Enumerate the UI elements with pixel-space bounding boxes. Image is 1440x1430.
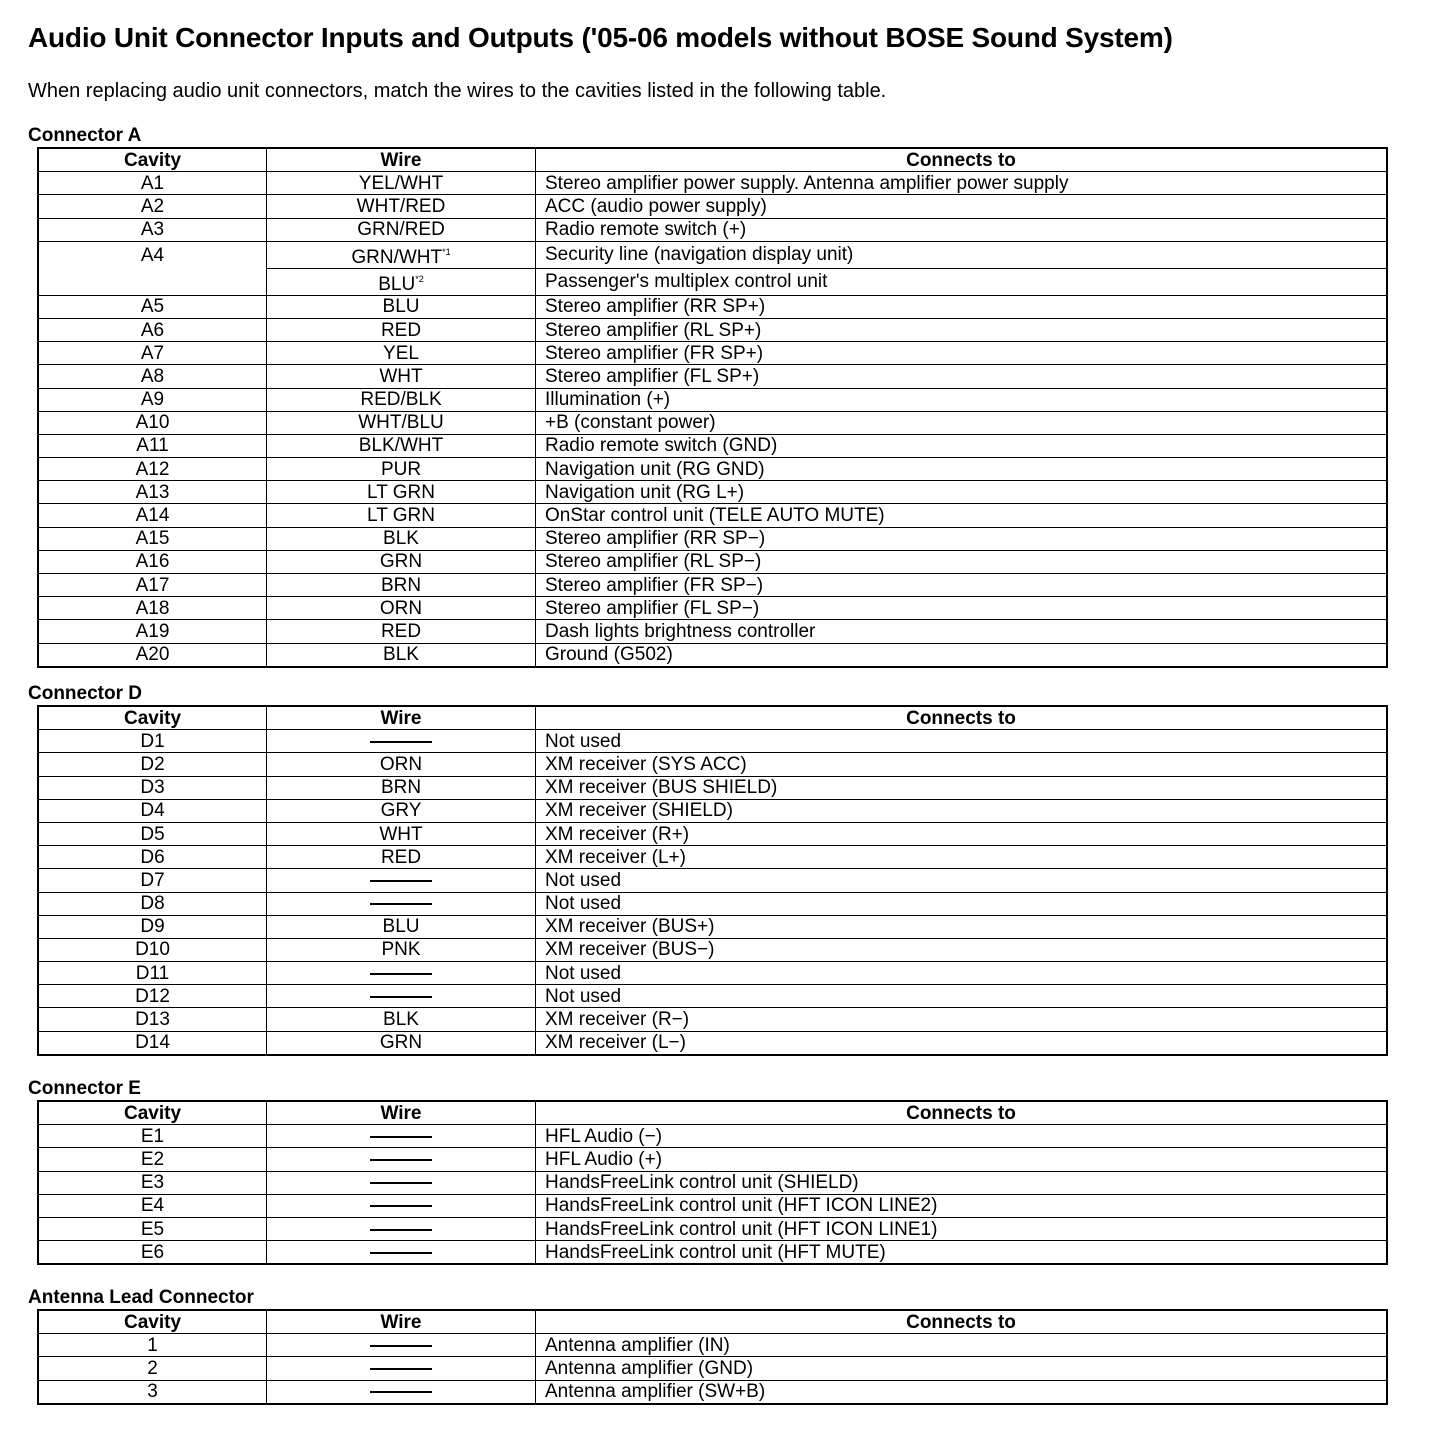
wire-color: PNK xyxy=(381,939,421,961)
no-wire-dash xyxy=(370,1345,432,1347)
wire-cell xyxy=(267,295,536,318)
connects-to-cell: Stereo amplifier (RR SP+) xyxy=(536,295,1388,318)
cavity-cell: 3 xyxy=(38,1380,267,1404)
wire-cell xyxy=(267,268,536,295)
cavity-cell: E4 xyxy=(38,1194,267,1217)
wire-cell xyxy=(267,1217,536,1240)
wire-cell xyxy=(267,550,536,573)
wire-cell xyxy=(267,1380,536,1404)
wire-color: BLU xyxy=(378,273,416,295)
cavity-cell: A12 xyxy=(38,458,267,481)
table-header-row xyxy=(38,1310,1387,1334)
connects-to-cell: +B (constant power) xyxy=(536,411,1388,434)
wire-cell xyxy=(267,1031,536,1055)
wire-color: LT GRN xyxy=(367,505,435,527)
wire-cell xyxy=(267,985,536,1008)
wire-cell xyxy=(267,597,536,620)
connects-to-cell: Stereo amplifier (RR SP−) xyxy=(536,527,1388,550)
table-row xyxy=(38,388,1387,411)
no-wire-dash xyxy=(370,973,432,975)
wire-cell xyxy=(267,892,536,915)
connects-to-cell: Passenger's multiplex control unit xyxy=(536,268,1388,295)
connects-to-cell: Stereo amplifier (RL SP−) xyxy=(536,550,1388,573)
table-row xyxy=(38,527,1387,550)
wire-cell xyxy=(267,318,536,341)
table-row xyxy=(38,1357,1387,1380)
no-wire-dash xyxy=(370,1252,432,1254)
wire-cell xyxy=(267,643,536,667)
table-row xyxy=(38,218,1387,241)
wire-cell xyxy=(267,527,536,550)
table-row xyxy=(38,1125,1387,1148)
cavity-cell: D11 xyxy=(38,962,267,985)
connects-to-cell: Stereo amplifier (FL SP−) xyxy=(536,597,1388,620)
wire-color: BLK xyxy=(383,528,419,550)
cavity-cell: A18 xyxy=(38,597,267,620)
no-wire-dash xyxy=(370,1136,432,1138)
wire-cell xyxy=(267,195,536,218)
connector-a-table xyxy=(37,147,1388,668)
table-row xyxy=(38,574,1387,597)
table-row xyxy=(38,730,1387,753)
table-row xyxy=(38,268,1387,295)
cavity-cell xyxy=(38,268,267,295)
cavity-cell: A17 xyxy=(38,574,267,597)
connects-to-cell: Stereo amplifier (RL SP+) xyxy=(536,318,1388,341)
wire-cell xyxy=(267,1194,536,1217)
wire-footnote: *2 xyxy=(415,273,424,284)
header-wire: Wire xyxy=(267,148,536,172)
wire-cell xyxy=(267,776,536,799)
wire-color: GRN xyxy=(379,551,423,573)
table-row xyxy=(38,434,1387,457)
wire-color: GRY xyxy=(380,800,422,822)
wire-cell xyxy=(267,1357,536,1380)
connector-d-table xyxy=(37,705,1388,1056)
connects-to-cell: HandsFreeLink control unit (HFT MUTE) xyxy=(536,1241,1388,1265)
connector-a-section xyxy=(28,125,1388,668)
wire-cell xyxy=(267,434,536,457)
cavity-cell: 1 xyxy=(38,1334,267,1357)
table-row xyxy=(38,892,1387,915)
cavity-cell: A16 xyxy=(38,550,267,573)
table-row xyxy=(38,1241,1387,1265)
connects-to-cell: OnStar control unit (TELE AUTO MUTE) xyxy=(536,504,1388,527)
table-row xyxy=(38,1148,1387,1171)
table-row xyxy=(38,1334,1387,1357)
cavity-cell: D10 xyxy=(38,938,267,961)
wire-cell xyxy=(267,1334,536,1357)
cavity-cell: E2 xyxy=(38,1148,267,1171)
wire-cell xyxy=(267,822,536,845)
cavity-cell: A6 xyxy=(38,318,267,341)
wire-color: ORN xyxy=(379,597,423,619)
no-wire-dash xyxy=(370,880,432,882)
page-title: Audio Unit Connector Inputs and Outputs ('05-06 models without BOSE Sound System) xyxy=(28,22,1173,53)
connects-to-cell: HandsFreeLink control unit (SHIELD) xyxy=(536,1171,1388,1194)
connects-to-cell: Antenna amplifier (SW+B) xyxy=(536,1380,1388,1404)
wire-cell xyxy=(267,753,536,776)
cavity-cell: A1 xyxy=(38,172,267,195)
connects-to-cell: Stereo amplifier power supply. Antenna amplifier power supply xyxy=(536,172,1388,195)
table-row xyxy=(38,458,1387,481)
header-connects-to: Connects to xyxy=(536,148,1388,172)
cavity-cell: A9 xyxy=(38,388,267,411)
connector-d-section xyxy=(28,683,1388,1056)
wire-color: WHT xyxy=(379,823,423,845)
wire-color: RED xyxy=(380,319,422,341)
table-row xyxy=(38,846,1387,869)
wire-color: ORN xyxy=(379,753,423,775)
table-row xyxy=(38,504,1387,527)
connects-to-cell: XM receiver (R+) xyxy=(536,822,1388,845)
header-wire: Wire xyxy=(267,1101,536,1125)
intro-text: When replacing audio unit connectors, match the wires to the cavities listed in the following table. xyxy=(28,80,887,102)
connects-to-cell: XM receiver (L+) xyxy=(536,846,1388,869)
header-connects-to: Connects to xyxy=(536,1310,1388,1334)
table-row xyxy=(38,550,1387,573)
connects-to-cell: Not used xyxy=(536,869,1388,892)
wire-cell xyxy=(267,342,536,365)
cavity-cell: A4 xyxy=(38,241,267,268)
cavity-cell: D5 xyxy=(38,822,267,845)
wire-cell xyxy=(267,1241,536,1265)
connects-to-cell: Navigation unit (RG L+) xyxy=(536,481,1388,504)
header-cavity: Cavity xyxy=(38,1310,267,1334)
wire-cell xyxy=(267,218,536,241)
table-row xyxy=(38,365,1387,388)
table-row xyxy=(38,1031,1387,1055)
wire-cell xyxy=(267,458,536,481)
table-row xyxy=(38,597,1387,620)
table-row xyxy=(38,481,1387,504)
connector-e-table xyxy=(37,1100,1388,1265)
cavity-cell: D8 xyxy=(38,892,267,915)
table-row xyxy=(38,643,1387,667)
table-row xyxy=(38,915,1387,938)
cavity-cell: D13 xyxy=(38,1008,267,1031)
cavity-cell: A7 xyxy=(38,342,267,365)
table-row xyxy=(38,318,1387,341)
wire-color: RED xyxy=(380,846,422,868)
table-row xyxy=(38,295,1387,318)
connects-to-cell: XM receiver (BUS SHIELD) xyxy=(536,776,1388,799)
wire-color: RED xyxy=(380,620,422,642)
wire-cell xyxy=(267,241,536,268)
cavity-cell: A2 xyxy=(38,195,267,218)
wire-color: YEL/WHT xyxy=(358,172,444,194)
connects-to-cell: Not used xyxy=(536,985,1388,1008)
wire-cell xyxy=(267,1148,536,1171)
connects-to-cell: Illumination (+) xyxy=(536,388,1388,411)
no-wire-dash xyxy=(370,1391,432,1393)
connects-to-cell: Navigation unit (RG GND) xyxy=(536,458,1388,481)
connects-to-cell: Stereo amplifier (FR SP−) xyxy=(536,574,1388,597)
wire-cell xyxy=(267,574,536,597)
connects-to-cell: Not used xyxy=(536,730,1388,753)
connects-to-cell: XM receiver (R−) xyxy=(536,1008,1388,1031)
wire-cell xyxy=(267,504,536,527)
connects-to-cell: Ground (G502) xyxy=(536,643,1388,667)
cavity-cell: E5 xyxy=(38,1217,267,1240)
antenna-lead-label: Antenna Lead Connector xyxy=(28,1287,254,1308)
wire-cell xyxy=(267,1008,536,1031)
cavity-cell: A14 xyxy=(38,504,267,527)
connects-to-cell: HFL Audio (−) xyxy=(536,1125,1388,1148)
header-cavity: Cavity xyxy=(38,706,267,730)
connects-to-cell: XM receiver (L−) xyxy=(536,1031,1388,1055)
table-header-row xyxy=(38,148,1387,172)
table-row xyxy=(38,962,1387,985)
cavity-cell: E1 xyxy=(38,1125,267,1148)
table-row xyxy=(38,822,1387,845)
table-header-row xyxy=(38,1101,1387,1125)
wire-cell xyxy=(267,846,536,869)
connector-a-label: Connector A xyxy=(28,125,142,146)
wire-cell xyxy=(267,730,536,753)
table-row xyxy=(38,869,1387,892)
cavity-cell: A8 xyxy=(38,365,267,388)
header-cavity: Cavity xyxy=(38,1101,267,1125)
cavity-cell: D9 xyxy=(38,915,267,938)
table-row xyxy=(38,195,1387,218)
no-wire-dash xyxy=(370,996,432,998)
cavity-cell: A20 xyxy=(38,643,267,667)
wire-cell xyxy=(267,799,536,822)
table-row xyxy=(38,753,1387,776)
wire-cell xyxy=(267,620,536,643)
no-wire-dash xyxy=(370,1368,432,1370)
wire-cell xyxy=(267,869,536,892)
wire-color: BLK xyxy=(383,1009,419,1031)
connects-to-cell: Stereo amplifier (FR SP+) xyxy=(536,342,1388,365)
no-wire-dash xyxy=(370,741,432,743)
table-row xyxy=(38,1194,1387,1217)
cavity-cell: D4 xyxy=(38,799,267,822)
cavity-cell: 2 xyxy=(38,1357,267,1380)
table-header-row xyxy=(38,706,1387,730)
wire-cell xyxy=(267,915,536,938)
cavity-cell: A5 xyxy=(38,295,267,318)
no-wire-dash xyxy=(370,903,432,905)
table-row xyxy=(38,1217,1387,1240)
wire-cell xyxy=(267,1125,536,1148)
table-row xyxy=(38,1171,1387,1194)
connects-to-cell: Radio remote switch (+) xyxy=(536,218,1388,241)
connects-to-cell: Not used xyxy=(536,962,1388,985)
wire-color: BLU xyxy=(382,296,420,318)
wire-cell xyxy=(267,1171,536,1194)
header-wire: Wire xyxy=(267,706,536,730)
wire-footnote: *1 xyxy=(442,246,451,257)
antenna-lead-table xyxy=(37,1309,1388,1405)
connects-to-cell: ACC (audio power supply) xyxy=(536,195,1388,218)
table-row xyxy=(38,799,1387,822)
cavity-cell: D3 xyxy=(38,776,267,799)
wire-color: PUR xyxy=(380,458,422,480)
header-cavity: Cavity xyxy=(38,148,267,172)
cavity-cell: D6 xyxy=(38,846,267,869)
wire-color: BRN xyxy=(380,777,422,799)
wire-color: BRN xyxy=(380,574,422,596)
table-row xyxy=(38,172,1387,195)
wire-cell xyxy=(267,938,536,961)
antenna-lead-section xyxy=(28,1287,1388,1405)
wire-color: GRN/WHT xyxy=(351,246,443,268)
connects-to-cell: Not used xyxy=(536,892,1388,915)
wire-color: BLK xyxy=(383,644,419,666)
no-wire-dash xyxy=(370,1182,432,1184)
table-row xyxy=(38,938,1387,961)
wire-color: BLU xyxy=(382,916,420,938)
header-connects-to: Connects to xyxy=(536,706,1388,730)
cavity-cell: A13 xyxy=(38,481,267,504)
cavity-cell: A11 xyxy=(38,434,267,457)
table-row xyxy=(38,776,1387,799)
connects-to-cell: XM receiver (SHIELD) xyxy=(536,799,1388,822)
wire-color: GRN xyxy=(379,1032,423,1054)
table-row xyxy=(38,411,1387,434)
cavity-cell: E6 xyxy=(38,1241,267,1265)
wire-cell xyxy=(267,962,536,985)
table-row xyxy=(38,241,1387,268)
connects-to-cell: Radio remote switch (GND) xyxy=(536,434,1388,457)
cavity-cell: D2 xyxy=(38,753,267,776)
connects-to-cell: XM receiver (SYS ACC) xyxy=(536,753,1388,776)
connects-to-cell: Stereo amplifier (FL SP+) xyxy=(536,365,1388,388)
connector-d-label: Connector D xyxy=(28,683,142,704)
no-wire-dash xyxy=(370,1205,432,1207)
cavity-cell: D12 xyxy=(38,985,267,1008)
wire-color: LT GRN xyxy=(367,481,435,503)
wire-cell xyxy=(267,481,536,504)
cavity-cell: A15 xyxy=(38,527,267,550)
table-row xyxy=(38,1008,1387,1031)
wire-cell xyxy=(267,411,536,434)
table-row xyxy=(38,620,1387,643)
cavity-cell: D1 xyxy=(38,730,267,753)
connects-to-cell: Antenna amplifier (GND) xyxy=(536,1357,1388,1380)
connects-to-cell: Antenna amplifier (IN) xyxy=(536,1334,1388,1357)
wire-color: RED/BLK xyxy=(360,389,442,411)
wire-cell xyxy=(267,172,536,195)
cavity-cell: E3 xyxy=(38,1171,267,1194)
connects-to-cell: Security line (navigation display unit) xyxy=(536,241,1388,268)
connects-to-cell: Dash lights brightness controller xyxy=(536,620,1388,643)
no-wire-dash xyxy=(370,1159,432,1161)
cavity-cell: D14 xyxy=(38,1031,267,1055)
connects-to-cell: XM receiver (BUS−) xyxy=(536,938,1388,961)
header-wire: Wire xyxy=(267,1310,536,1334)
connects-to-cell: HandsFreeLink control unit (HFT ICON LINE2) xyxy=(536,1194,1388,1217)
cavity-cell: A3 xyxy=(38,218,267,241)
connects-to-cell: HandsFreeLink control unit (HFT ICON LINE1) xyxy=(536,1217,1388,1240)
table-row xyxy=(38,1380,1387,1404)
connector-e-section xyxy=(28,1078,1388,1265)
table-row xyxy=(38,985,1387,1008)
cavity-cell: A19 xyxy=(38,620,267,643)
wire-cell xyxy=(267,388,536,411)
connects-to-cell: XM receiver (BUS+) xyxy=(536,915,1388,938)
wire-color: YEL xyxy=(383,342,419,364)
no-wire-dash xyxy=(370,1229,432,1231)
cavity-cell: D7 xyxy=(38,869,267,892)
cavity-cell: A10 xyxy=(38,411,267,434)
wire-color: WHT/BLU xyxy=(358,412,444,434)
wire-cell xyxy=(267,365,536,388)
wire-color: WHT/RED xyxy=(356,195,446,217)
connects-to-cell: HFL Audio (+) xyxy=(536,1148,1388,1171)
table-row xyxy=(38,342,1387,365)
header-connects-to: Connects to xyxy=(536,1101,1388,1125)
wire-color: BLK/WHT xyxy=(358,435,444,457)
wire-color: WHT xyxy=(379,365,423,387)
wire-color: GRN/RED xyxy=(357,219,445,241)
connector-e-label: Connector E xyxy=(28,1078,141,1099)
